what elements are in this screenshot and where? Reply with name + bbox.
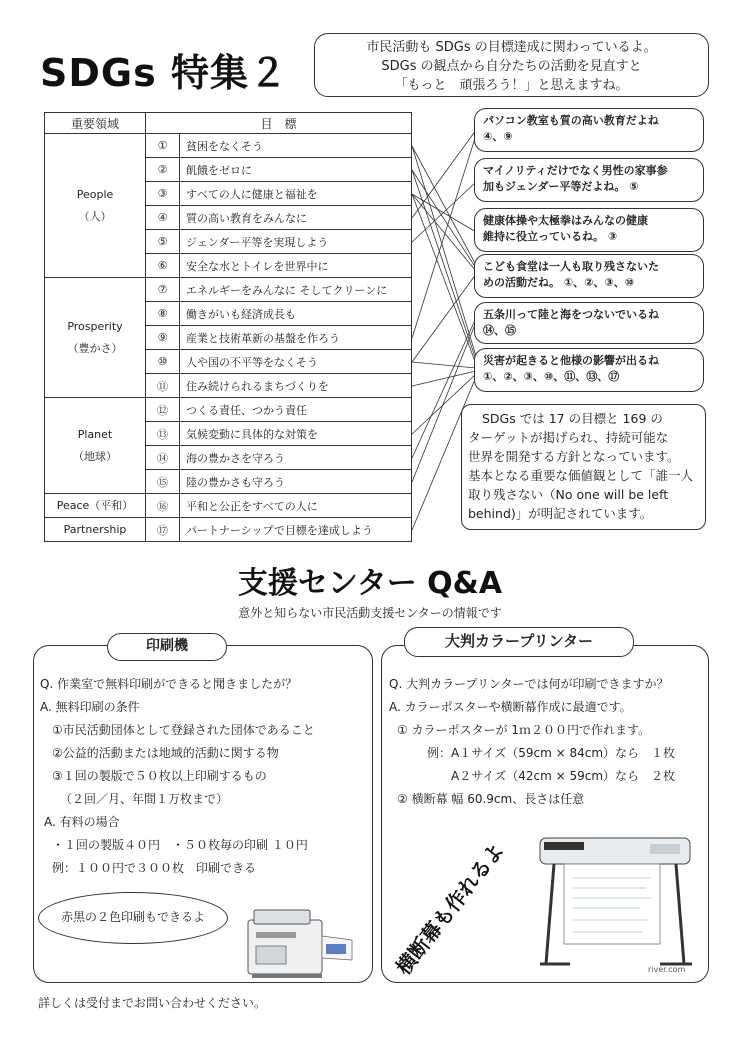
printing-text: Q. 作業室で無料印刷ができると聞きましたが？ A. 無料印刷の条件 ①市民活動団体として登録された団体であること ②公益的活動または地域的活動に関する物 ③１回の製版で５０枚以上印刷するもの （２回／月、年間１万枚まで） A. 有料の場合 ・１回の製版４０円 ・５０枚毎の印刷 １０円 例：１００円で３００枚 印刷できる bbox=[40, 677, 315, 875]
goal-number: ⑥ bbox=[146, 254, 180, 278]
area-people: People （人） bbox=[45, 134, 146, 278]
goal-number: ① bbox=[146, 134, 180, 158]
goal-text: ジェンダー平等を実現しよう bbox=[180, 230, 412, 254]
duplicator-printer-image bbox=[240, 900, 360, 980]
col-header-goal: 目 標 bbox=[146, 113, 412, 134]
goal-text: 気候変動に具体的な対策を bbox=[180, 422, 412, 446]
goal-text: 住み続けられるまちづくりを bbox=[180, 374, 412, 398]
goal-number: ⑭ bbox=[146, 446, 180, 470]
goal-number: ⑩ bbox=[146, 350, 180, 374]
goal-number: ⑨ bbox=[146, 326, 180, 350]
goal-text: すべての人に健康と福祉を bbox=[180, 182, 412, 206]
plotter-text: Q. 大判カラープリンターでは何が印刷できますか？ A. カラーポスターや横断幕作成に最適です。 ① カラーポスターが 1ｍ２００円で作れます。 例：A１サイズ（59cm × 84cm）なら １枚 A２サイズ（42cm × 59cm）なら ２枚 ② 横断幕 幅 60.9cm、長さは任意 bbox=[389, 677, 676, 806]
plotter-tab: 大判カラープリンター bbox=[404, 627, 634, 657]
intro-line: 「もっと 頑張ろう！」と思えますね。 bbox=[394, 78, 629, 93]
goal-number: ⑬ bbox=[146, 422, 180, 446]
qa-title: 支援センター Q&A bbox=[237, 566, 503, 601]
goal-text: 産業と技術革新の基盤を作ろう bbox=[180, 326, 412, 350]
goal-text: 海の豊かさを守ろう bbox=[180, 446, 412, 470]
area-partnership: Partnership bbox=[45, 518, 146, 542]
qa-subtitle: 意外と知らない市民活動支援センターの情報です bbox=[238, 606, 502, 620]
goal-text: パートナーシップで目標を達成しよう bbox=[180, 518, 412, 542]
goal-text: 人や国の不平等をなくそう bbox=[180, 350, 412, 374]
goal-number: ⑤ bbox=[146, 230, 180, 254]
printing-speech-bubble: 赤黒の２色印刷もできるよ bbox=[38, 892, 228, 944]
goal-text: 働きがいも経済成長も bbox=[180, 302, 412, 326]
banner-slogan: 横断幕も作れるよ bbox=[391, 838, 509, 980]
goal-text: 平和と公正をすべての人に bbox=[180, 494, 412, 518]
area-planet: Planet （地球） bbox=[45, 398, 146, 494]
goal-number: ⑯ bbox=[146, 494, 180, 518]
goal-text: 飢餓をゼロに bbox=[180, 158, 412, 182]
intro-line: 市民活動も SDGs の目標達成に関わっているよ。 bbox=[366, 40, 657, 55]
goal-number: ④ bbox=[146, 206, 180, 230]
intro-line: SDGs の観点から自分たちの活動を見直すと bbox=[381, 59, 642, 74]
goal-text: 質の高い教育をみんなに bbox=[180, 206, 412, 230]
area-peace: Peace（平和） bbox=[45, 494, 146, 518]
footer-note: 詳しくは受付までお問い合わせください。 bbox=[38, 996, 267, 1010]
goal-number: ⑫ bbox=[146, 398, 180, 422]
plotter-watermark: river.com bbox=[648, 965, 686, 974]
area-prosperity: Prosperity （豊かさ） bbox=[45, 278, 146, 398]
goal-text: エネルギーをみんなに そしてクリーンに bbox=[180, 278, 412, 302]
page-title: SDGs 特集２ bbox=[40, 51, 288, 95]
comment-bubble: マイノリティだけでなく男性の家事参 加もジェンダー平等だよね。 ⑤ bbox=[474, 158, 704, 202]
goal-text: 陸の豊かさも守ろう bbox=[180, 470, 412, 494]
comment-bubble: 健康体操や太極拳はみんなの健康 維持に役立っているね。 ③ bbox=[474, 208, 704, 252]
goal-number: ⑮ bbox=[146, 470, 180, 494]
comment-bubble: パソコン教室も質の高い教育だよね ④、⑨ bbox=[474, 108, 704, 152]
printing-tab: 印刷機 bbox=[107, 633, 227, 661]
col-header-area: 重要領域 bbox=[45, 113, 146, 134]
large-format-plotter-image bbox=[530, 828, 700, 976]
goal-text: 貧困をなくそう bbox=[180, 134, 412, 158]
goal-number: ⑪ bbox=[146, 374, 180, 398]
comment-bubble: こども食堂は一人も取り残さないた めの活動だね。 ①、②、③、⑩ bbox=[474, 254, 704, 298]
goal-text: 安全な水とトイレを世界中に bbox=[180, 254, 412, 278]
goal-number: ⑦ bbox=[146, 278, 180, 302]
goal-text: つくる責任、つかう責任 bbox=[180, 398, 412, 422]
goal-number: ⑰ bbox=[146, 518, 180, 542]
comment-bubble: 五条川って陸と海をつないでいるね ⑭、⑮ bbox=[474, 302, 704, 344]
goal-number: ② bbox=[146, 158, 180, 182]
sdg-explanation: SDGs では 17 の目標と 169 の ターゲットが掲げられ、持続可能な 世界を開発する方針となっています。 基本となる重要な価値観として「誰一人 取り残さない（No one will be left behind)」が明記されています。 bbox=[461, 404, 706, 530]
goal-number: ③ bbox=[146, 182, 180, 206]
goal-number: ⑧ bbox=[146, 302, 180, 326]
comment-bubble: 災害が起きると他様の影響が出るね ①、②、③、⑩、⑪、⑬、⑰ bbox=[474, 348, 704, 392]
